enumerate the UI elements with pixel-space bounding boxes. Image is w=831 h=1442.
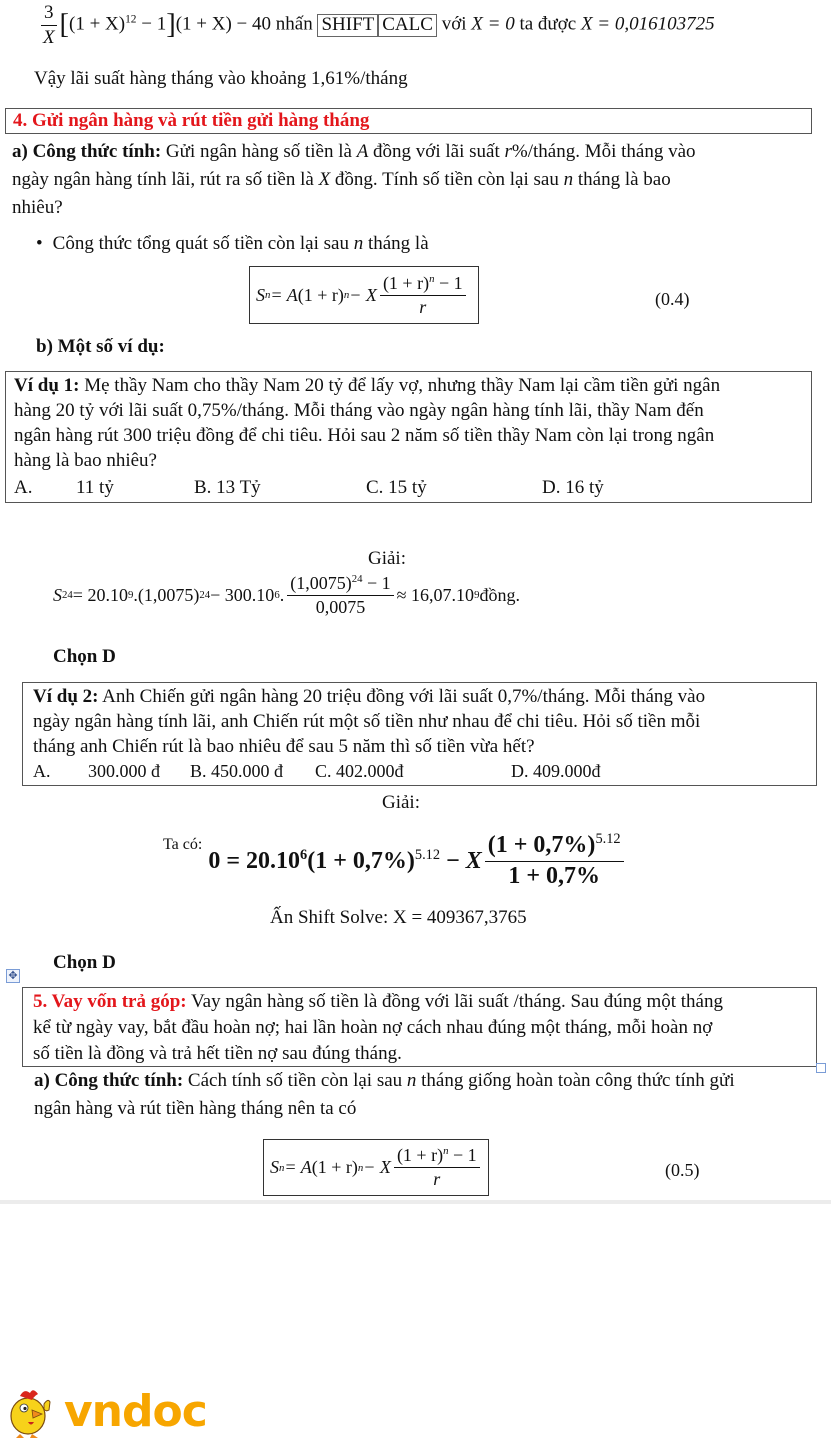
option-b: B. 13 Tỷ xyxy=(194,477,261,498)
shift-solve-result: Ấn Shift Solve: X = 409367,3765 xyxy=(270,907,527,928)
bullet-icon: • xyxy=(36,233,43,254)
example2-equation: Ta có: $0 = 20.10^6(1 + 0,7\%)^{5.12} - X$ $\frac{(1 + 0,7\%)^{5.12}}{1 + 0,7\%}$ xyxy=(163,832,627,890)
fraction: $\frac{3}{X}$ xyxy=(42,2,55,48)
option-c: C. 402.000đ xyxy=(315,761,404,781)
logo-text: vndoc xyxy=(64,1386,207,1437)
example1-answer: Chọn D xyxy=(53,646,116,667)
option-b: B. 450.000 đ xyxy=(190,761,284,781)
example1-options xyxy=(14,477,794,501)
example1-box: Ví dụ 1: Mẹ thầy Nam cho thầy Nam 20 tỷ để lấy vợ, nhưng thầy Nam lại cầm tiền gửi ngân hàng 20 tỷ với lãi suất 0,75%/tháng. Mỗi tháng vào ngày ngân hàng tính lãi, thầy Nam đến ngân hàng rút 300 triệu đồng để chi tiêu. Hỏi sau 2 năm số tiền thầy Nam còn lại trong ngân hàng là bao nhiêu? A. 11 tỷ B. 13 Tỷ C. 15 tỷ D. 16 tỷ xyxy=(5,371,812,503)
calc-key: CALC xyxy=(378,14,437,37)
formula-box-0-4: S n = A (1 + r) n − X $\frac{(1 + r)^n - 1}{r}$ xyxy=(249,266,479,324)
shift-key: SHIFT xyxy=(317,14,378,37)
equation-number-0-4: (0.4) xyxy=(655,289,690,309)
solution-value: 409367,3765 xyxy=(426,907,527,928)
section5-a-paragraph: a) Công thức tính: Cách tính số tiền còn lại sau n tháng giống hoàn toàn công thức tính gửi ngân hàng và rút tiền hàng tháng nên ta có xyxy=(34,1070,735,1119)
example1-solution-formula: S 24 = 20.10 9 .(1,0075) 24 − 300.10 6 . $\frac{(1,0075)^{24} - 1}{0,0075}$ ≈ 16,07.10 9 đồng. xyxy=(53,573,520,617)
option-a-label: A. xyxy=(14,477,33,498)
option-d: D. 16 tỷ xyxy=(542,477,604,498)
bullet-item: • Công thức tổng quát số tiền còn lại sau n tháng là xyxy=(36,233,429,254)
section4-a-paragraph: a) Công thức tính: Gửi ngân hàng số tiền là A đồng với lãi suất r%/tháng. Mỗi tháng vào ngày ngân hàng tính lãi, rút ra số tiền là X đồng. Tính số tiền còn lại sau n tháng là bao nhiêu? xyxy=(12,141,696,218)
table-move-handle-icon[interactable]: ✥ xyxy=(6,969,20,983)
option-a: 300.000 đ xyxy=(88,761,160,781)
result-value: X = 0,016103725 xyxy=(580,13,715,35)
section5-box: 5. Vay vốn trả góp: Vay ngân hàng số tiền là đồng với lãi suất /tháng. Sau đúng một tháng kể từ ngày vay, bắt đầu hoàn nợ; hai lần hoàn nợ cách nhau đúng một tháng, mỗi hoàn nợ số tiền là đồng và trả hết tiền nợ sau đúng tháng. xyxy=(22,987,817,1067)
option-a: 11 tỷ xyxy=(76,477,114,498)
option-d: D. 409.000đ xyxy=(511,761,601,781)
conclusion-text: Vậy lãi suất hàng tháng vào khoảng 1,61%/tháng xyxy=(34,68,408,89)
option-c: C. 15 tỷ xyxy=(366,477,427,498)
example2-solution-label: Giải: xyxy=(382,792,420,813)
example2-options xyxy=(33,761,793,783)
chicken-mascot-icon xyxy=(6,1384,58,1440)
example1-solution-label: Giải: xyxy=(368,548,406,569)
example2-box: Ví dụ 2: Anh Chiến gửi ngân hàng 20 triệu đồng với lãi suất 0,7%/tháng. Mỗi tháng vào ngày ngân hàng tính lãi, anh Chiến rút một số tiền như nhau để chi tiêu. Hỏi số tiền mỗi tháng anh Chiến rút là bao nhiêu để sau 5 năm thì số tiền vừa hết? A. 300.000 đ B. 450.000 đ C. 402.000đ D. 409.000đ xyxy=(22,682,817,786)
top-formula-line: $\frac{3}{X}$ $[(1 + X)^{12} - 1](1 + X) - 40$ nhấn SHIFT CALC với X = 0 ta được X = 0,016103725 xyxy=(42,2,715,48)
formula-box-0-5: S n = A (1 + r) n − X $\frac{(1 + r)^n - 1}{r}$ xyxy=(263,1139,489,1196)
vndoc-logo xyxy=(6,1384,207,1440)
page-break-divider xyxy=(0,1200,831,1204)
equation-number-0-5: (0.5) xyxy=(665,1160,700,1180)
example2-answer: Chọn D xyxy=(53,952,116,973)
section4-heading-box xyxy=(5,108,812,134)
section4-title: 4. Gửi ngân hàng và rút tiền gửi hàng tháng xyxy=(13,110,370,131)
examples-heading: b) Một số ví dụ: xyxy=(36,336,165,357)
section5-title: 5. Vay vốn trả góp: xyxy=(33,991,187,1012)
option-a-label: A. xyxy=(33,761,51,781)
